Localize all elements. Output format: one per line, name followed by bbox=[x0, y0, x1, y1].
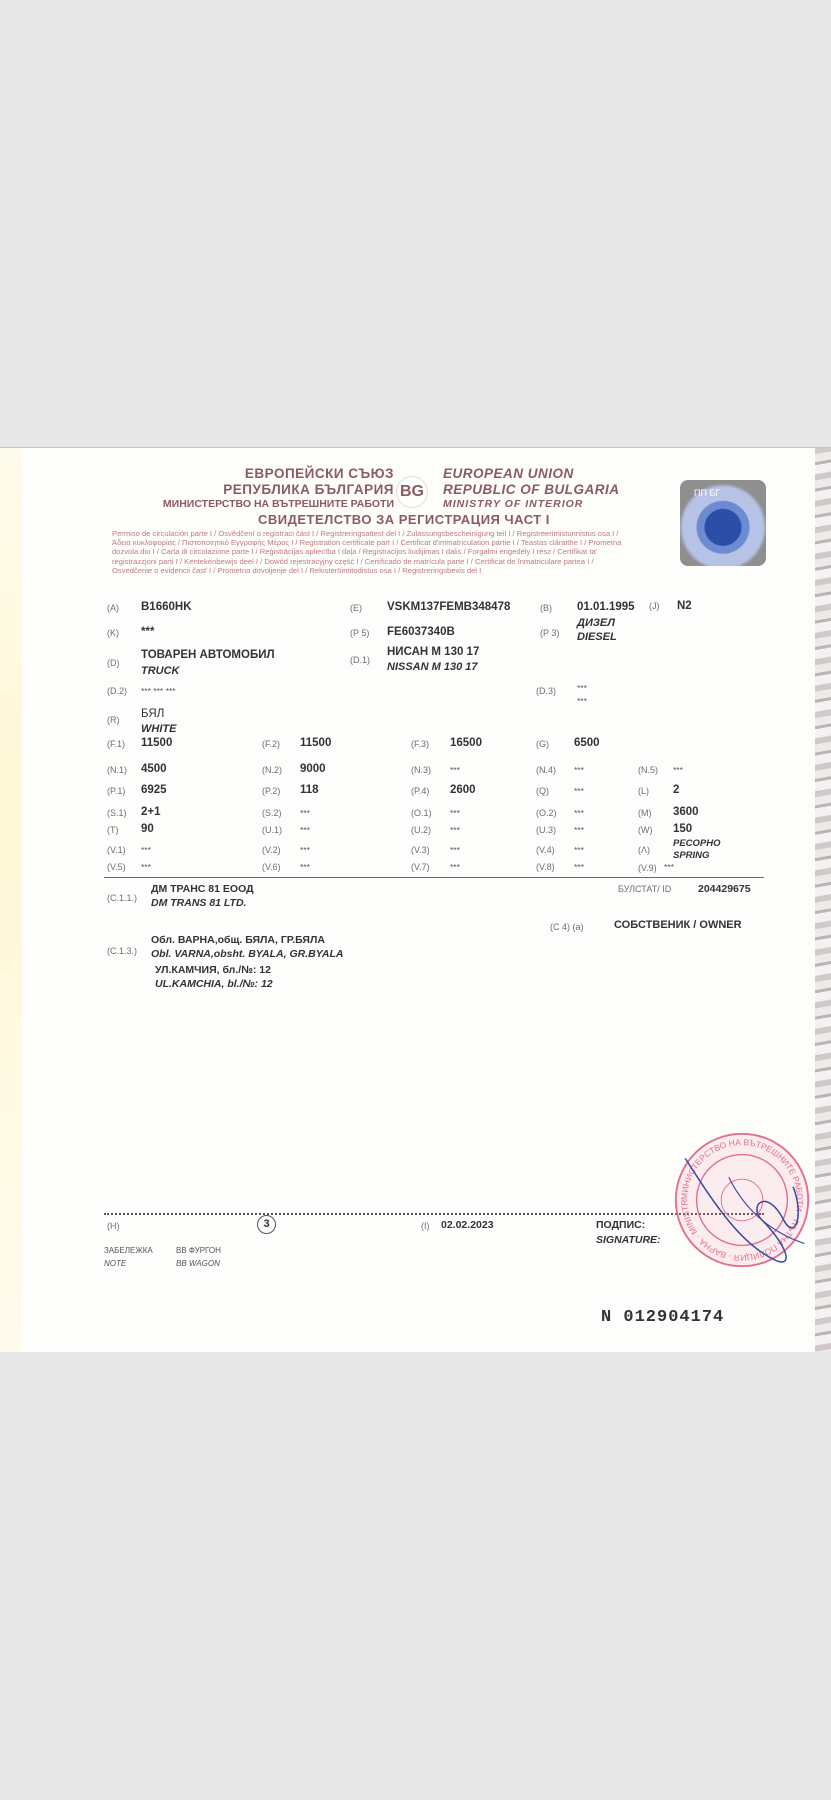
value-o1: *** bbox=[450, 808, 460, 818]
label-n1: (N.1) bbox=[107, 765, 127, 775]
vehicle-type-bg: ТОВАРЕН АВТОМОБИЛ bbox=[141, 649, 275, 661]
eu-bg: ЕВРОПЕЙСКИ СЪЮЗ bbox=[244, 466, 394, 481]
label-b: (B) bbox=[540, 603, 552, 613]
label-a: (A) bbox=[107, 603, 119, 613]
dotted-divider bbox=[104, 1213, 764, 1215]
label-v5: (V.5) bbox=[107, 862, 126, 872]
label-v3: (V.3) bbox=[411, 845, 430, 855]
note-bg: BB ФУРГОН bbox=[176, 1246, 221, 1255]
type-approval: *** bbox=[141, 626, 155, 638]
color-en: WHITE bbox=[141, 723, 177, 735]
make-en: NISSAN M 130 17 bbox=[387, 661, 478, 673]
value-v2: *** bbox=[300, 845, 310, 855]
label-c11: (C.1.1.) bbox=[107, 893, 138, 903]
fuel-bg: ДИЗЕЛ bbox=[577, 617, 615, 629]
note-en: BB WAGON bbox=[176, 1259, 220, 1268]
address-line1-bg: Обл. ВАРНА,общ. БЯЛА, ГР.БЯЛА bbox=[151, 934, 325, 946]
signature-label-en: SIGNATURE: bbox=[596, 1234, 661, 1246]
label-v9: (V.9) bbox=[638, 863, 657, 873]
value-g: 6500 bbox=[574, 737, 600, 749]
document-edge bbox=[815, 448, 831, 1352]
value-u2: *** bbox=[450, 825, 460, 835]
address-line1-en: Obl. VARNA,obsht. BYALA, GR.BYALA bbox=[151, 948, 344, 960]
suspension-en: SPRING bbox=[673, 850, 710, 861]
label-u2: (U.2) bbox=[411, 825, 431, 835]
value-u3: *** bbox=[574, 825, 584, 835]
label-t: (T) bbox=[107, 825, 119, 835]
value-v8: *** bbox=[574, 862, 584, 872]
value-n4: *** bbox=[574, 765, 584, 775]
eu-en: EUROPEAN UNION bbox=[443, 466, 574, 481]
value-v9: *** bbox=[664, 862, 674, 872]
circled-number: 3 bbox=[257, 1215, 276, 1234]
address-line2-en: UL.KAMCHIA, bl./№: 12 bbox=[155, 978, 273, 990]
document-title: СВИДЕТЕЛСТВО ЗА РЕГИСТРАЦИЯ ЧАСТ I bbox=[258, 512, 550, 527]
value-u1: *** bbox=[300, 825, 310, 835]
value-w: 150 bbox=[673, 823, 693, 835]
holder-name-bg: ДМ ТРАНС 81 ЕООД bbox=[151, 883, 254, 895]
engine-number: FE6037340B bbox=[387, 626, 455, 638]
label-c4: (C 4) (a) bbox=[550, 922, 584, 932]
first-registration-date: 01.01.1995 bbox=[577, 601, 635, 613]
label-o1: (O.1) bbox=[411, 808, 432, 818]
label-p1: (P.1) bbox=[107, 786, 126, 796]
label-q: (Q) bbox=[536, 786, 549, 796]
note-label-bg: ЗАБЕЛЕЖКА bbox=[104, 1246, 153, 1255]
label-u1: (U.1) bbox=[262, 825, 282, 835]
value-s2: *** bbox=[300, 808, 310, 818]
vehicle-category: N2 bbox=[677, 600, 692, 612]
note-label-en: NOTE bbox=[104, 1259, 127, 1268]
label-v6: (V.6) bbox=[262, 862, 281, 872]
value-n1: 4500 bbox=[141, 763, 167, 775]
label-n5: (N.5) bbox=[638, 765, 658, 775]
label-r: (R) bbox=[107, 715, 120, 725]
label-s1: (S.1) bbox=[107, 808, 127, 818]
official-stamp-icon bbox=[672, 1130, 812, 1270]
value-n5: *** bbox=[673, 765, 683, 775]
make-bg: НИСАН М 130 17 bbox=[387, 646, 480, 658]
republic-bg: РЕПУБЛИКА БЪЛГАРИЯ bbox=[223, 482, 394, 497]
value-v4: *** bbox=[574, 845, 584, 855]
value-f2: 11500 bbox=[300, 737, 332, 749]
issue-date: 02.02.2023 bbox=[441, 1219, 494, 1231]
label-f3: (F.3) bbox=[411, 739, 429, 749]
security-strip bbox=[0, 448, 22, 1352]
commercial-name-1: *** bbox=[577, 683, 587, 693]
label-g: (G) bbox=[536, 739, 549, 749]
label-v2: (V.2) bbox=[262, 845, 281, 855]
address-line2-bg: УЛ.КАМЧИЯ, бл./№: 12 bbox=[155, 964, 271, 976]
label-v1: (V.1) bbox=[107, 845, 126, 855]
label-v7: (V.7) bbox=[411, 862, 430, 872]
holder-id: 204429675 bbox=[698, 883, 751, 895]
republic-en: REPUBLIC OF BULGARIA bbox=[443, 482, 620, 497]
value-p2: 118 bbox=[300, 784, 319, 796]
value-s1: 2+1 bbox=[141, 806, 161, 818]
svg-text:МИНИСТЕРСТВО НА ВЪТРЕШНИТЕ РАБ: МИНИСТЕРСТВО НА ВЪТРЕШНИТЕ РАБОТИ · ПЪТНА ПОЛИЦИЯ · ВАРНА · MINISTR bbox=[679, 1137, 805, 1263]
label-m: (M) bbox=[638, 808, 652, 818]
vin: VSKM137FEMB348478 bbox=[387, 601, 511, 613]
ministry-bg: МИНИСТЕРСТВО НА ВЪТРЕШНИТЕ РАБОТИ bbox=[162, 498, 394, 510]
holder-role: СОБСТВЕНИК / OWNER bbox=[614, 919, 742, 931]
value-v1: *** bbox=[141, 845, 151, 855]
value-l: 2 bbox=[673, 784, 680, 796]
value-m: 3600 bbox=[673, 806, 699, 818]
ministry-en: MINISTRY OF INTERIOR bbox=[443, 498, 584, 510]
suspension-bg: РЕСОРНО bbox=[673, 838, 721, 849]
label-k: (K) bbox=[107, 628, 119, 638]
label-j: (J) bbox=[649, 601, 660, 611]
label-f2: (F.2) bbox=[262, 739, 280, 749]
label-h: (H) bbox=[107, 1221, 120, 1231]
value-q: *** bbox=[574, 786, 584, 796]
serial-number: N 012904174 bbox=[601, 1308, 725, 1327]
value-n2: 9000 bbox=[300, 763, 326, 775]
value-v7: *** bbox=[450, 862, 460, 872]
value-v3: *** bbox=[450, 845, 460, 855]
label-f1: (F.1) bbox=[107, 739, 125, 749]
hologram-text: ПП БГ bbox=[694, 488, 721, 498]
value-p4: 2600 bbox=[450, 784, 476, 796]
value-t: 90 bbox=[141, 823, 154, 835]
commercial-name-2: *** bbox=[577, 696, 587, 706]
vehicle-type-en: TRUCK bbox=[141, 665, 180, 677]
color-bg: БЯЛ bbox=[141, 708, 165, 720]
value-f3: 16500 bbox=[450, 737, 482, 749]
label-d2: (D.2) bbox=[107, 686, 127, 696]
label-w: (W) bbox=[638, 825, 653, 835]
registration-number: B1660HK bbox=[141, 601, 192, 613]
label-l: (L) bbox=[638, 786, 649, 796]
label-d3: (D.3) bbox=[536, 686, 556, 696]
label-o2: (O.2) bbox=[536, 808, 557, 818]
label-p2: (P.2) bbox=[262, 786, 281, 796]
signature-label-bg: ПОДПИС: bbox=[596, 1219, 646, 1231]
value-f1: 11500 bbox=[141, 737, 173, 749]
value-v6: *** bbox=[300, 862, 310, 872]
label-p4: (P.4) bbox=[411, 786, 430, 796]
divider bbox=[104, 877, 764, 878]
label-d: (D) bbox=[107, 658, 120, 668]
value-p1: 6925 bbox=[141, 784, 167, 796]
holder-name-en: DM TRANS 81 LTD. bbox=[151, 897, 247, 909]
label-d1: (D.1) bbox=[350, 655, 370, 665]
label-p3: (P 3) bbox=[540, 628, 560, 638]
variant: *** *** *** bbox=[141, 686, 176, 696]
fuel-en: DIESEL bbox=[577, 631, 617, 643]
multilingual-title: Permiso de circulación parte I / Osvědčení o registraci část I / Registreringsattest del I / Zulassungsbescheinigung teil I / Registreerimistunnistus osa I / Άδεια κυκλοφορίας / Πιστοποιητικό Εγγραφής Μέρος I / Registration certificate part I / Certificat d'immatriculation partie I / Teastas cláraithe I / Prometna dozvola dio I / Carta di circolazione parte I / Reģistrācijas apliecība I daļa / Registracijos liudijimas I dalis / Forgalmi engedély I rész / Certifikat ta' registrazzjoni parti I / Kentekenbewijs deel I / Dowód rejestracyjny część I / Certificado de matrícula parte I / Certificat de înmatriculare partea I / Osvedčenie o evidencii časť I / Prometno dovoljenje del I / Rekisteröintitodistus osa I / Registreringsbevis del I bbox=[112, 529, 622, 575]
label-n3: (N.3) bbox=[411, 765, 431, 775]
value-n3: *** bbox=[450, 765, 460, 775]
label-id: БУЛСТАТ/ ID bbox=[618, 884, 672, 894]
value-o2: *** bbox=[574, 808, 584, 818]
label-lambda: (Λ) bbox=[638, 845, 651, 855]
value-v5: *** bbox=[141, 862, 151, 872]
country-code-badge: BG bbox=[396, 476, 428, 508]
label-c13: (C.1.3.) bbox=[107, 946, 138, 956]
label-s2: (S.2) bbox=[262, 808, 282, 818]
label-n2: (N.2) bbox=[262, 765, 282, 775]
label-e: (E) bbox=[350, 603, 362, 613]
label-p5: (P 5) bbox=[350, 628, 370, 638]
label-v8: (V.8) bbox=[536, 862, 555, 872]
label-u3: (U.3) bbox=[536, 825, 556, 835]
label-v4: (V.4) bbox=[536, 845, 555, 855]
label-i: (I) bbox=[421, 1221, 430, 1231]
label-n4: (N.4) bbox=[536, 765, 556, 775]
hologram-icon bbox=[680, 480, 766, 566]
